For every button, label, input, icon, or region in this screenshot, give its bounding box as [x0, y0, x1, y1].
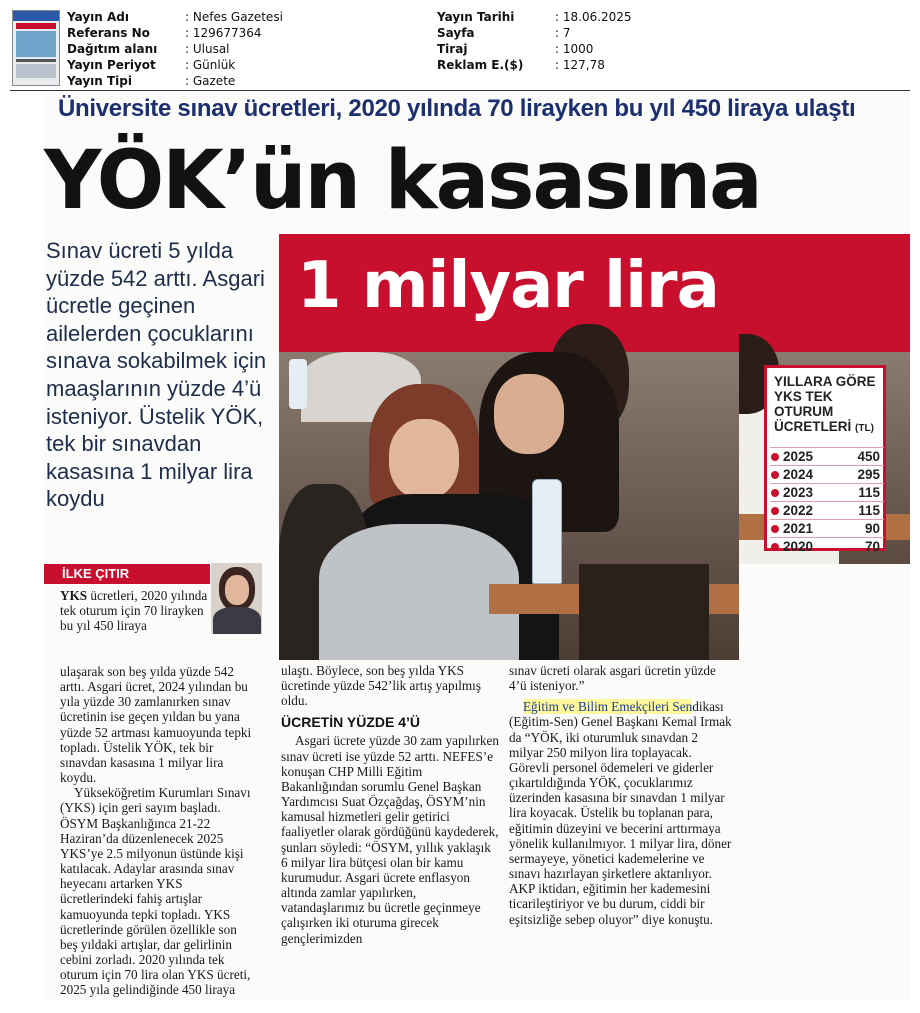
bullet-icon [771, 543, 779, 551]
meta-row [67, 9, 283, 25]
meta-row [437, 25, 632, 41]
article-column-2 [281, 663, 499, 946]
water-bottle-shape [532, 479, 562, 584]
article-column-3 [509, 663, 735, 927]
article-headline: YÖK’ün kasasına [44, 134, 761, 228]
meta-value: : Günlük [185, 58, 236, 72]
paragraph-text: dikası (Eğitim-Sen) Genel Başkanı Kemal Irmak da “YÖK, iki oturumluk sınavdan 2 milyar 250 milyon lira toplayacak. Görevli personel ödemeleri ve giderler çıkartıldığında YÖK, çocuklarımız üzerinden kasasına bir sınavdan 1 milyar lira koyacak. Üstelik bu toplanan para, eğitimin düzeyini ve becerini arttırmaya yönelik kullanılmıyor. 1 milyar lira, döner sermayeye, yönetici kademelerine ve sınavı hazırlayan şirketlere aktarılıyor. AKP iktidarı, eğitimin her kademesini ticarileştiriyor ve bu durum, ciddi bir eşitsizliğe sebep oluyor” diye konuştu. [509, 699, 732, 927]
fee-table-title-wrap [774, 374, 888, 436]
bullet-icon [771, 471, 779, 479]
header-divider [10, 90, 910, 91]
fee-value: 450 [857, 449, 880, 464]
meta-row [437, 57, 632, 73]
clip-meta-right [437, 9, 632, 73]
meta-key: Reklam E.($) [437, 58, 524, 72]
fee-table-box [764, 365, 886, 554]
meta-key: Referans No [67, 26, 150, 40]
meta-value: : 127,78 [555, 58, 605, 72]
paragraph-text: ücretleri, 2020 yılında tek oturum için 70 lirayken bu yıl 450 liraya [60, 588, 208, 634]
meta-key: Dağıtım alanı [67, 42, 158, 56]
fee-value: 115 [858, 503, 880, 518]
meta-key: Yayın Tipi [67, 74, 132, 88]
lead-word: YKS [60, 588, 88, 603]
fee-year: 2025 [783, 449, 814, 464]
meta-value: : Nefes Gazetesi [185, 10, 283, 24]
meta-key: Sayfa [437, 26, 475, 40]
fee-value: 295 [857, 467, 880, 482]
paragraph: Yükseköğretim Kurumları Sınavı (YKS) için geri sayım başladı. ÖSYM Başkanlığınca 21-22 Haziran’da düzenlenecek 2025 YKS’ye 2.5 milyonun üstünde kişi katılacak. Adaylar arasında sınav heyecanı artarken YKS ücretlerindeki fahiş artışlar kamuoyunda tepki topladı. YKS ücretlerinde görülen özellikle son beş yıldaki artışlar, dar gelirlinin cebini zorladı. 2020 yılında tek oturum için 70 lira olan YKS ücreti, 2025 yıla gelindiğinde 450 liraya [60, 785, 251, 998]
fee-year: 2021 [783, 521, 814, 536]
byline: İLKE ÇITIR [62, 566, 130, 581]
meta-row [67, 57, 283, 73]
red-banner [889, 234, 910, 352]
meta-row [437, 9, 632, 25]
highlighted-text: Eğitim ve Bilim Emekçileri Sen [523, 699, 693, 715]
paragraph [60, 588, 208, 633]
bullet-icon [771, 453, 779, 461]
bullet-icon [771, 507, 779, 515]
meta-value: : Ulusal [185, 42, 230, 56]
author-photo [211, 563, 262, 634]
fee-row [770, 519, 884, 537]
article-deck: Sınav ücreti 5 yılda yüzde 542 arttı. Asgari ücretle geçinen ailelerden çocuklarını sınava sokabilmek için maaşlarının yüzde 4’ü isteniyor. Üstelik YÖK, tek bir sınavdan kasasına 1 milyar lira koydu [46, 238, 267, 512]
section-subheading: ÜCRETİN YÜZDE 4’Ü [281, 714, 420, 731]
paragraph: Asgari ücrete yüzde 30 zam yapılırken sınav ücreti ise yüzde 52 arttı. NEFES’e konuşan CHP Milli Eğitim Bakanlığından sorumlu Genel Başkan Yardımcısı Suat Özçağdaş, ÖSYM’nin kamusal hizmetleri gelir getirici faaliyetler olarak gördüğünü kaydederek, şunları söyledi: “ÖSYM, yıllık yaklaşık 6 milyar lira bütçesi olan bir kamu kurumudur. Asgari ücrete enflasyon altında zamlar yapılırken, vatandaşlarımız bu ücretle geçinmeye çalışırken iki oturuma girecek gençlerimizden [281, 733, 499, 946]
desk-shape [579, 564, 709, 660]
fee-table-unit: (TL) [855, 423, 874, 434]
student-face-shape [389, 419, 459, 499]
meta-key: Yayın Periyot [67, 58, 156, 72]
newspaper-thumbnail [12, 10, 60, 86]
meta-row [437, 41, 632, 57]
article-kicker: Üniversite sınav ücretleri, 2020 yılında 70 lirayken bu yıl 450 liraya ulaştı [58, 95, 856, 122]
fee-row [770, 501, 884, 519]
article-subheadline: 1 milyar lira [297, 249, 719, 323]
meta-key: Tiraj [437, 42, 468, 56]
fee-row [770, 447, 884, 465]
meta-row [67, 25, 283, 41]
fee-year: 2024 [783, 467, 814, 482]
author-shirt-shape [213, 607, 261, 634]
fee-value: 115 [858, 485, 880, 500]
fee-value: 90 [864, 521, 880, 536]
paragraph: sınav ücreti olarak asgari ücretin yüzde 4’ü isteniyor.” [509, 663, 716, 694]
article-column-1 [60, 664, 254, 997]
meta-value: : 18.06.2025 [555, 10, 632, 24]
article-column-1-intro [60, 588, 208, 633]
meta-row [67, 41, 283, 57]
student-face-shape [494, 374, 564, 454]
meta-value: : 7 [555, 26, 571, 40]
fee-value: 70 [864, 539, 880, 554]
fee-table-rows [770, 447, 884, 555]
bullet-icon [771, 525, 779, 533]
fee-year: 2022 [783, 503, 814, 518]
meta-key: Yayın Adı [67, 10, 129, 24]
fee-year: 2023 [783, 485, 814, 500]
fee-row [770, 537, 884, 555]
water-bottle-shape [289, 359, 307, 409]
paragraph: ulaştı. Böylece, son beş yılda YKS ücretinde yüzde 542’lik artış yapılmış oldu. [281, 663, 481, 709]
fee-table-title: YILLARA GÖRE YKS TEK OTURUM ÜCRETLERİ [774, 374, 876, 434]
red-banner [739, 234, 889, 352]
meta-row [67, 73, 283, 89]
meta-value: : Gazete [185, 74, 236, 88]
author-face-shape [225, 575, 249, 605]
meta-key: Yayın Tarihi [437, 10, 515, 24]
fee-year: 2020 [783, 539, 814, 554]
paragraph [509, 699, 735, 926]
clip-meta-left [67, 9, 283, 89]
meta-value: : 1000 [555, 42, 594, 56]
fee-row [770, 465, 884, 483]
bullet-icon [771, 489, 779, 497]
meta-value: : 129677364 [185, 26, 262, 40]
paragraph: ulaşarak son beş yılda yüzde 542 arttı. Asgari ücret, 2024 yılından bu yıla yüzde 30 zamlanırken sınav ücretinin ise geçen yıldan bu yana yüzde 52 artması kamuoyunda tepki topladı. Üstelik YÖK, tek bir sınavdan kasasına 1 milyar lira koydu. [60, 664, 252, 786]
fee-row [770, 483, 884, 501]
